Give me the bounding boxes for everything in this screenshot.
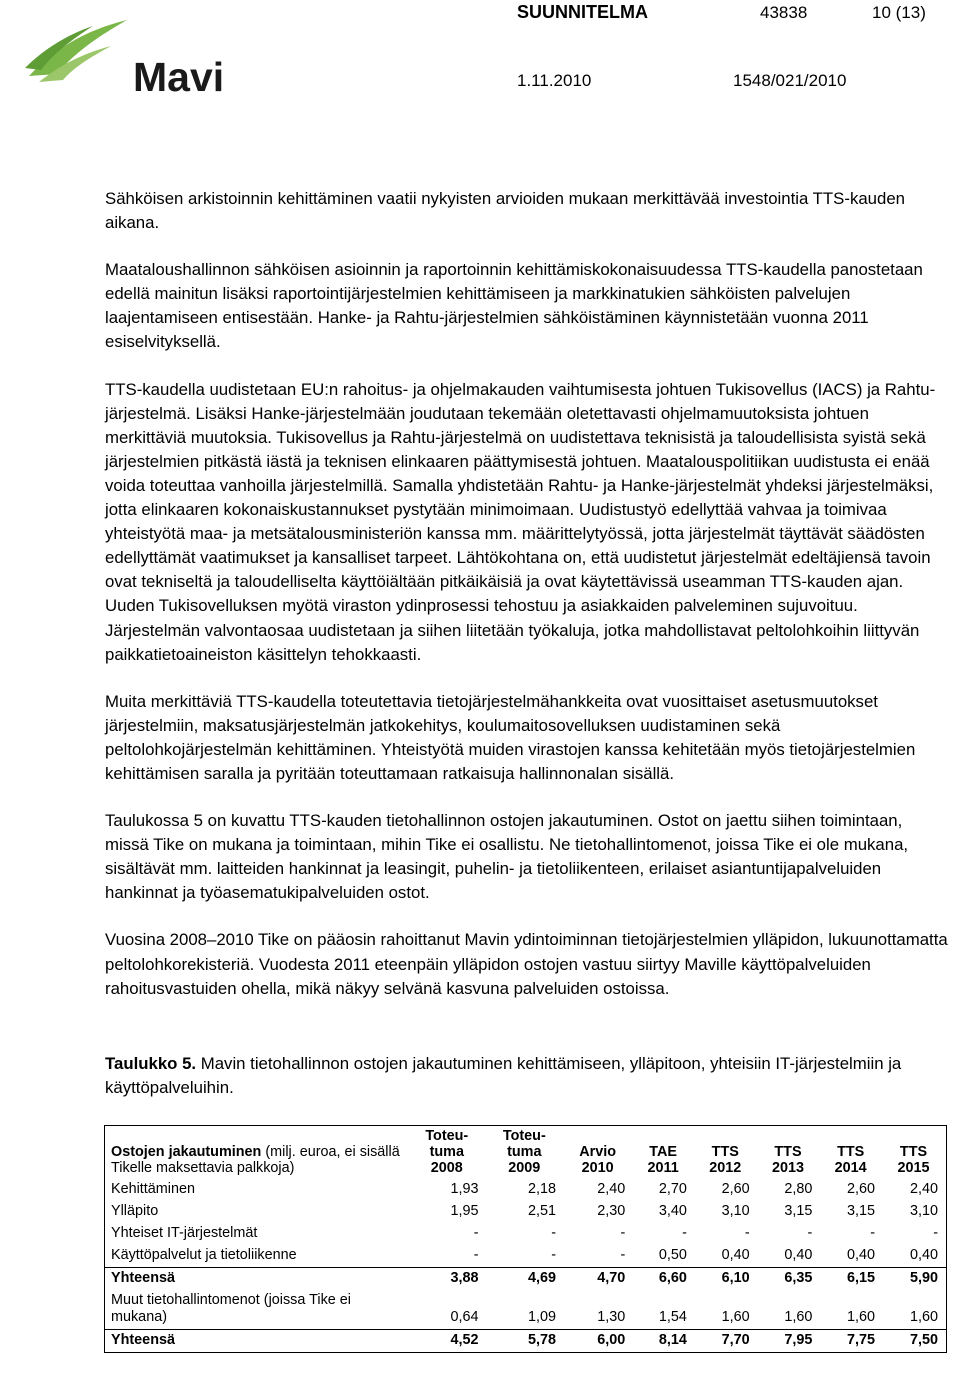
table-cell: 1,60	[847, 1309, 876, 1325]
table-cell: 4,52	[409, 1330, 487, 1353]
doc-code: 43838	[760, 3, 808, 22]
table-cell: -	[807, 1225, 813, 1241]
table-cell: 2,80	[784, 1181, 813, 1197]
table-cell: -	[551, 1225, 557, 1241]
table-cell: 0,40	[784, 1247, 813, 1263]
paragraph: Taulukossa 5 on kuvattu TTS-kauden tietohallinnon ostojen jakautuminen. Ostot on jaettu siihen toimintaan, missä Tike on mukana ja toimintaan, mihin Tike ei osallistu. Ne tietohallintomenot, joissa Tike ei ole mukana, sisältävät mm. laitteiden hankinnat ja leasingit, puhelin- ja tietoliikenteen, erilaiset asiantuntijapalveluiden hankinnat ja työasematukipalveluiden ostot.	[105, 811, 909, 903]
table-cell: -	[473, 1225, 479, 1241]
paragraph: TTS-kaudella uudistetaan EU:n rahoitus- ja ohjelmakauden vaihtumisesta johtuen Tukisovellus (IACS) ja Rahtu-järjestelmä. Lisäksi Hanke-järjestelmään joudutaan tekemään oletettavasti ohjelmamuutoksista johtuen merkittäviä muutoksia. Tukisovellus ja Rahtu-järjestelmä on uudistettava teknisistä ja taloudellisista syistä sekä järjestelmien pitkästä iästä ja teknisen elinkaaren päättymisestä johtuen. Maatalouspolitiikan uudistusta ei enää voida toteuttaa vanhoilla järjestelmillä. Samalla yhdistetään Rahtu- ja Hanke-järjestelmät yhdeksi järjestelmäksi, jotta elinkaaren kokonaiskustannukset pystytään minimoimaan. Uudistustyö edellyttää vahvaa ja toimivaa yhteistyötä maa- ja metsätalousministeriön kanssa mm. määrittelytyössä, jotta järjestelmät täyttävät säädösten edellyttämät vaatimukset ja kansalliset tarpeet. Lähtökohtana on, että uudistetut järjestelmät edeltäjiensä tavoin ovat tekniseltä ja taloudelliselta käyttöiältään pitkäikäisiä ja ovat käytettävissä useamman TTS-kauden ajan. Uuden Tukisovelluksen myötä viraston ydinprosessi tehostuu ja asiakkaiden palveleminen sujuvoituu. Järjestelmän valvontaosaa uudistetaan ja siihen liitetään työkaluja, jotka mahdollistavat peltolohkoihin liittyvän paikkatietoaineiston käsittelyn tehokkaasti.	[105, 379, 936, 664]
paragraph: Muita merkittäviä TTS-kaudella toteutettavia tietojärjestelmähankkeita ovat vuosittaiset asetusmuutokset järjestelmiin, maksatusjärjestelmän jatkokehitys, koulumaitosovelluksen uudistaminen sekä peltolohkojärjestelmän kehittäminen. Yhteistyötä muiden virastojen kanssa kehitetään myös tietojärjestelmien kehittämisen saralla ja pyritään toteuttamaan ratkaisuja hallinnonalan sisällä.	[105, 691, 916, 783]
table-cell: -	[473, 1247, 479, 1263]
column-header: TTS 2014	[834, 1144, 867, 1176]
body-text	[105, 187, 948, 1001]
row-label: Kehittäminen	[111, 1181, 195, 1197]
doc-type: SUUNNITELMA	[517, 2, 648, 22]
table-cell: 8,14	[633, 1330, 695, 1353]
table-cell: 6,10	[695, 1268, 758, 1291]
table-cell: -	[744, 1225, 750, 1241]
table-cell: 7,95	[758, 1330, 821, 1353]
column-header: Toteu- tuma 2009	[502, 1128, 546, 1176]
table-cell: 0,40	[847, 1247, 876, 1263]
table-cell: 1,30	[597, 1309, 626, 1325]
doc-date: 1.11.2010	[517, 71, 592, 90]
table-caption	[105, 1052, 948, 1100]
table-cell: 3,15	[784, 1203, 813, 1219]
caption-label: Taulukko 5.	[105, 1054, 197, 1073]
table-cell: 2,40	[909, 1181, 938, 1197]
table-cell: 4,70	[564, 1268, 633, 1291]
table-cell: 7,75	[820, 1330, 883, 1353]
table-cell: 0,50	[658, 1247, 687, 1263]
table-cell: 2,18	[528, 1181, 557, 1197]
table-cell: 6,00	[564, 1330, 633, 1353]
table-row	[105, 1179, 947, 1201]
column-header: TTS 2012	[709, 1144, 742, 1176]
caption-text: Mavin tietohallinnon ostojen jakautuminen kehittämiseen, ylläpitoon, yhteisiin IT-järjestelmiin ja käyttöpalveluihin.	[105, 1054, 902, 1098]
mavi-logo	[23, 8, 238, 98]
table-cell: 6,15	[820, 1268, 883, 1291]
column-header: Toteu- tuma 2008	[425, 1128, 469, 1176]
table-header-row	[105, 1126, 947, 1180]
table-cell: 6,60	[633, 1268, 695, 1291]
table-cell: 2,51	[528, 1203, 557, 1219]
table-row	[105, 1245, 947, 1268]
column-header: TAE 2011	[647, 1144, 679, 1176]
table-row	[105, 1223, 947, 1245]
table-row	[105, 1268, 947, 1291]
table-cell: 2,40	[597, 1181, 626, 1197]
row-label: Yhteensä	[105, 1330, 410, 1353]
table-cell: 3,10	[909, 1203, 938, 1219]
table-cell: 2,30	[597, 1203, 626, 1219]
table-row	[105, 1330, 947, 1353]
table-cell: 3,40	[658, 1203, 687, 1219]
paragraph: Maataloushallinnon sähköisen asioinnin ja raportoinnin kehittämiskokonaisuudessa TTS-kaudella panostetaan edellä mainitun lisäksi raportointijärjestelmien kehittämiseen ja markkinatukien sähköisten palvelujen laajentamiseen entisestään. Hanke- ja Rahtu-järjestelmien sähköistäminen käynnistetään vuonna 2011 esiselvityksellä.	[105, 260, 923, 352]
table-cell: 3,88	[409, 1268, 487, 1291]
table-cell: 1,60	[784, 1309, 813, 1325]
table-cell: 2,70	[658, 1181, 687, 1197]
table-cell: -	[933, 1225, 938, 1241]
logo-text: Mavi	[133, 54, 225, 98]
table-cell: 3,10	[721, 1203, 750, 1219]
logo-leaf-icon	[29, 20, 127, 76]
doc-reference: 1548/021/2010	[733, 71, 847, 90]
row-label: Yhteiset IT-järjestelmät	[111, 1225, 258, 1241]
table-cell: 6,35	[758, 1268, 821, 1291]
page-number: 10 (13)	[872, 3, 926, 22]
table-cell: -	[682, 1225, 687, 1241]
column-header: TTS 2015	[897, 1144, 930, 1176]
row-label: Muut tietohallintomenot (joissa Tike ei mukana)	[111, 1292, 351, 1325]
table-cell: 2,60	[721, 1181, 750, 1197]
purchases-table	[104, 1125, 947, 1353]
row-label: Yhteensä	[105, 1268, 410, 1291]
paragraph: Sähköisen arkistoinnin kehittäminen vaatii nykyisten arvioiden mukaan merkittävää investointia TTS-kauden aikana.	[105, 189, 906, 233]
table-cell: 1,09	[528, 1309, 557, 1325]
table-corner-header: Ostojen jakautuminen (milj. euroa, ei sisällä Tikelle maksettavia palkkoja)	[111, 1144, 400, 1176]
table-cell: -	[620, 1225, 626, 1241]
row-label: Ylläpito	[111, 1203, 159, 1219]
table-cell: -	[870, 1225, 876, 1241]
table-cell: 0,40	[721, 1247, 750, 1263]
table-cell: 1,54	[658, 1309, 687, 1325]
table-cell: 4,69	[487, 1268, 565, 1291]
paragraph: Vuosina 2008–2010 Tike on pääosin rahoittanut Mavin ydintoiminnan tietojärjestelmien ylläpidon, lukuunottamatta peltolohkorekisteriä. Vuodesta 2011 eteenpäin ylläpidon ostojen vastuu siirtyy Maville käyttöpalveluiden rahoitusvastuiden ohella, mikä näkyy selvänä kasvuna palveluiden ostoissa.	[105, 930, 948, 998]
table-cell: 2,60	[847, 1181, 876, 1197]
column-header: Arvio 2010	[579, 1144, 617, 1176]
table-row	[105, 1290, 947, 1330]
table-cell: 1,60	[909, 1309, 938, 1325]
column-header: TTS 2013	[771, 1144, 804, 1176]
table-cell: -	[551, 1247, 557, 1263]
table-cell: 7,50	[883, 1330, 946, 1353]
table-cell: 5,78	[487, 1330, 565, 1353]
table-cell: -	[620, 1247, 626, 1263]
table-cell: 1,93	[450, 1181, 479, 1197]
table-cell: 3,15	[847, 1203, 876, 1219]
row-label: Käyttöpalvelut ja tietoliikenne	[111, 1247, 297, 1263]
table-cell: 0,64	[450, 1309, 479, 1325]
table-cell: 0,40	[909, 1247, 938, 1263]
table-cell: 7,70	[695, 1330, 758, 1353]
table-cell: 1,60	[721, 1309, 750, 1325]
table-cell: 5,90	[883, 1268, 946, 1291]
table-cell: 1,95	[450, 1203, 479, 1219]
table-row	[105, 1201, 947, 1223]
